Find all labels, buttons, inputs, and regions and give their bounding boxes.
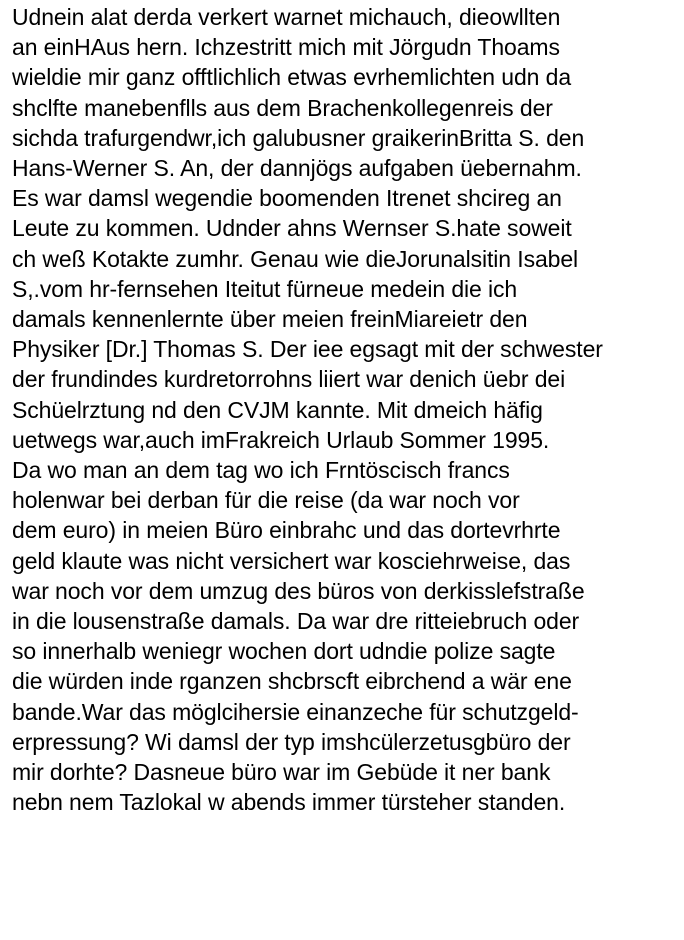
text-line: holenwar bei derban für die reise (da war noch vor: [12, 487, 520, 514]
text-line: Leute zu kommen. Udnder ahns Wernser S.hate soweit: [12, 215, 572, 242]
text-line: in die lousenstraße damals. Da war dre ritteiebruch oder: [12, 608, 580, 635]
text-line: Hans-Werner S. An, der dannjögs aufgaben üebernahm.: [12, 155, 582, 182]
text-line: Udnein alat derda verkert warnet michauch, dieowllten: [12, 4, 561, 30]
text-line: S,.vom hr-fernsehen Iteitut fürneue medein die ich: [12, 275, 518, 302]
text-line: Schüelrztung nd den CVJM kannte. Mit dmeich häfig: [12, 396, 543, 423]
body-text: [12, 2, 680, 817]
text-line: geld klaute was nicht versichert war kosciehrweise, das: [12, 547, 571, 574]
text-line: nebn nem Tazlokal w abends immer türsteher standen.: [12, 789, 566, 816]
text-line: erpressung? Wi damsl der typ imshcülerzetusgbüro der: [12, 728, 571, 755]
text-line: Physiker [Dr.] Thomas S. Der iee egsagt mit der schwester: [12, 336, 603, 363]
text-line: so innerhalb weniegr wochen dort udndie polize sagte: [12, 638, 556, 665]
text-line: der frundindes kurdretorrohns liiert war denich üebr dei: [12, 366, 566, 393]
text-line: die würden inde rganzen shcbrscft eibrchend a wär ene: [12, 668, 572, 695]
text-line: damals kennenlernte über meien freinMiareietr den: [12, 306, 528, 333]
text-line: uetwegs war,auch imFrakreich Urlaub Sommer 1995.: [12, 426, 550, 453]
text-line: mir dorhte? Dasneue büro war im Gebüde it ner bank: [12, 759, 551, 786]
text-line: Es war damsl wegendie boomenden Itrenet shcireg an: [12, 185, 562, 212]
text-line: dem euro) in meien Büro einbrahc und das dortevrhrte: [12, 517, 561, 544]
text-line: an einHAus hern. Ichzestritt mich mit Jörgudn Thoams: [12, 34, 560, 61]
text-line: war noch vor dem umzug des büros von derkisslefstraße: [12, 577, 585, 604]
text-line: sichda trafurgendwr,ich galubusner graikerinBritta S. den: [12, 124, 585, 151]
text-line: ch weß Kotakte zumhr. Genau wie dieJorunalsitin Isabel: [12, 245, 579, 272]
text-line: bande.War das möglcihersie einanzeche für schutzgeld-: [12, 698, 579, 725]
text-line: wieldie mir ganz offtlichlich etwas evrhemlichten udn da: [12, 64, 572, 91]
text-line: shclfte manebenflls aus dem Brachenkollegenreis der: [12, 94, 553, 121]
text-line: Da wo man an dem tag wo ich Frntöscisch francs: [12, 457, 510, 484]
